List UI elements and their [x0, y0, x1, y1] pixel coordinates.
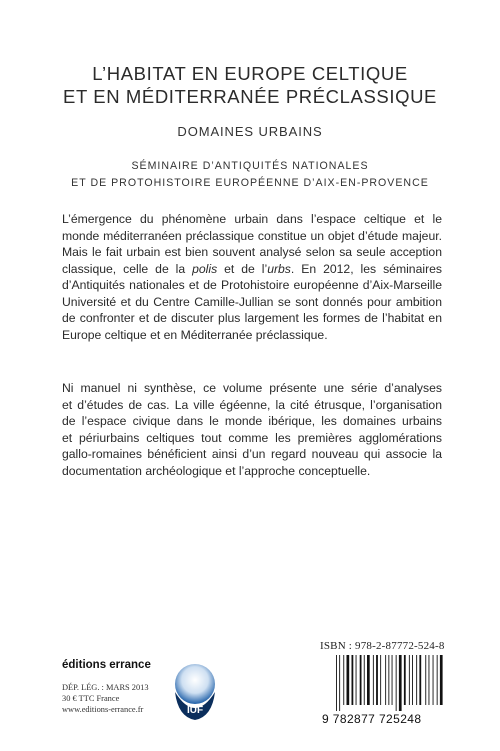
paragraph-line: documentation archéologique et l’approche conceptuelle. — [62, 463, 371, 478]
barcode-bar — [412, 655, 413, 705]
italic-term: urbs — [267, 261, 291, 276]
paragraph-line: Europe celtique et en Méditerranée préclassique. — [62, 327, 328, 342]
seminar-line-1: SÉMINAIRE D’ANTIQUITÉS NATIONALES — [131, 160, 369, 172]
iuf-logo — [172, 662, 218, 722]
barcode-number: 9 782877 725248 — [322, 712, 422, 726]
barcode-bar — [396, 655, 397, 711]
barcode-bar — [347, 655, 350, 705]
publisher-name: éditions errance — [62, 659, 151, 671]
book-title-line-2: ET EN MÉDITERRANÉE PRÉCLASSIQUE — [63, 86, 437, 107]
barcode-bar — [433, 655, 434, 705]
paragraph-line: classique, celle de la polis et de l’urbs. En 2012, les séminaires — [62, 261, 443, 276]
barcode-bar — [360, 655, 362, 705]
italic-term: polis — [192, 261, 218, 276]
logo-text: IUF — [186, 705, 204, 716]
barcode-bar — [416, 655, 417, 705]
paragraph-line: Université et du Centre Camille-Jullian se sont donnés pour ambition — [62, 294, 442, 309]
paragraph-line: Mais le fait urbain est bien souvent analysé selon sa seule acception — [62, 245, 442, 259]
description-paragraph-2 — [62, 380, 442, 479]
barcode-bar — [373, 655, 374, 705]
barcode-bar — [392, 655, 393, 705]
barcode-bar — [376, 655, 378, 705]
paragraph-line: gallo-romaines bénéficient ainsi d’un regard nouveau qui associe la — [62, 447, 442, 461]
barcode-bar — [388, 655, 389, 705]
isbn: ISBN : 978-2-87772-524-8 — [320, 640, 445, 652]
paragraph-line: et d’études de cas. La ville égéenne, la cité étrusque, l’organisation — [62, 397, 442, 412]
barcode-bar — [385, 655, 386, 705]
barcode-bar — [380, 655, 381, 705]
barcode-bars — [332, 655, 444, 711]
publisher-website: www.editions-errance.fr — [62, 705, 144, 714]
barcode — [322, 655, 448, 727]
barcode-bar — [356, 655, 357, 705]
barcode-bar — [409, 655, 410, 705]
description-paragraph-1 — [62, 211, 442, 343]
barcode-bar — [336, 655, 337, 711]
barcode-bar — [404, 655, 406, 705]
barcode-bar — [419, 655, 421, 705]
barcode-bar — [429, 655, 430, 705]
barcode-bar — [339, 655, 340, 711]
barcode-bar — [352, 655, 354, 705]
paragraph-line: monde méditerranéen préclassique constitue un objet d’étude majeur. — [62, 228, 442, 243]
paragraph-line: de l’espace civique dans le monde ibérique, les domaines urbains — [62, 414, 442, 428]
legal-deposit: DÉP. LÉG. : MARS 2013 — [62, 683, 149, 692]
book-subtitle: DOMAINES URBAINS — [177, 124, 323, 139]
paragraph-line: de confronter et de discuter plus largement les formes de l’habitat en — [62, 311, 442, 325]
price: 30 € TTC France — [62, 694, 120, 703]
barcode-bar — [440, 655, 443, 705]
book-title-line-1: L’HABITAT EN EUROPE CELTIQUE — [92, 63, 408, 84]
barcode-bar — [425, 655, 426, 705]
barcode-bar — [437, 655, 438, 705]
barcode-bar — [367, 655, 370, 705]
paragraph-line: Ni manuel ni synthèse, ce volume présente une série d’analyses — [62, 381, 442, 395]
paragraph-line: L’émergence du phénomène urbain dans l’espace celtique et le — [62, 212, 442, 226]
seminar-line-2: ET DE PROTOHISTOIRE EUROPÉENNE D’AIX-EN-PROVENCE — [71, 177, 429, 189]
barcode-bar — [343, 655, 344, 705]
paragraph-line: d’Antiquités nationales et de Protohistoire européenne d’Aix-Marseille — [62, 278, 442, 292]
paragraph-line: et périurbains celtiques tout comme les premières agglomérations — [62, 430, 442, 445]
barcode-bar — [399, 655, 402, 711]
barcode-bar — [364, 655, 365, 705]
